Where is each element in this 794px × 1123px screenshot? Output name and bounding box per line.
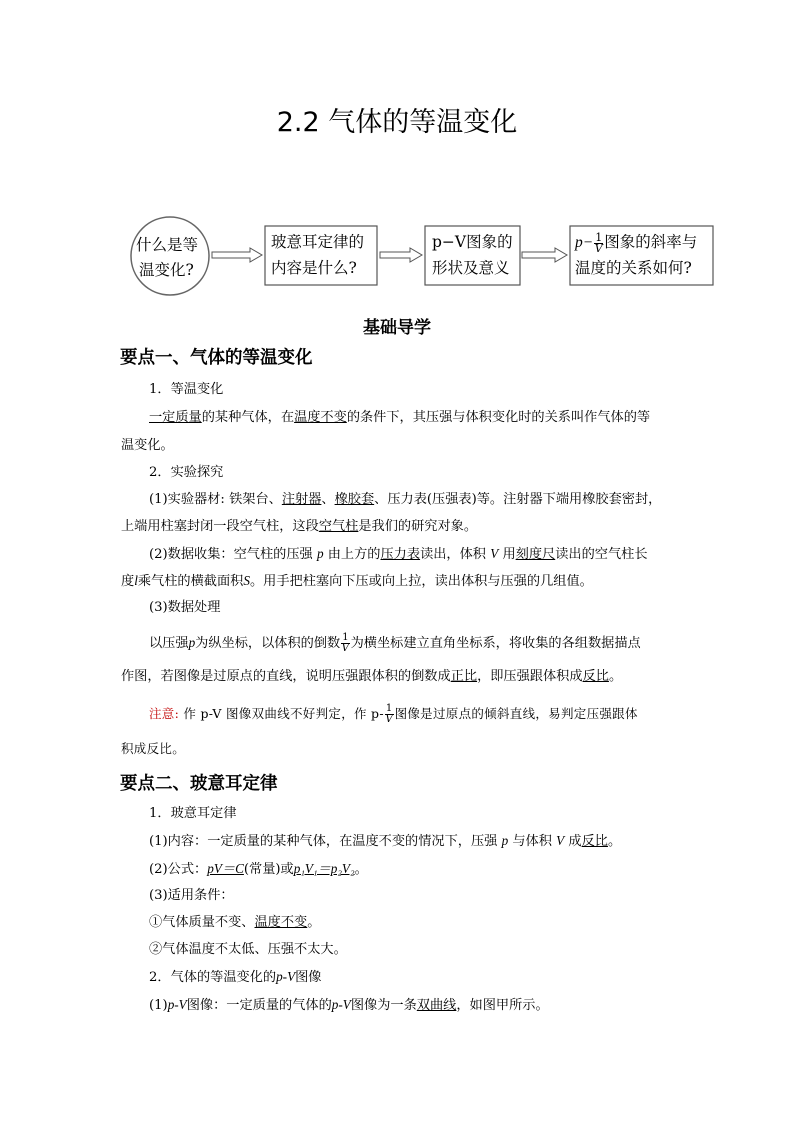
point1-processing-line2: 作图，若图像是过原点的直线，说明压强跟体积的倒数成正比，即压强跟体积成反比。 — [121, 669, 623, 684]
point1-processing-label: (3)数据处理 — [149, 600, 221, 615]
point2-graph-line: (1)p-V图像：一定质量的气体的p-V图像为一条双曲线，如图甲所示。 — [149, 997, 549, 1013]
point2-content: (1)内容：一定质量的某种气体，在温度不变的情况下，压强 p 与体积 V 成反比。 — [149, 833, 622, 849]
point1-equipment-line2: 上端用柱塞封闭一段空气柱，这段空气柱是我们的研究对象。 — [121, 519, 478, 534]
point2-sub1: 1．玻意耳定律 — [149, 806, 237, 821]
flow-box-2-line-2: 形状及意义 — [432, 259, 510, 277]
flow-box-3-line-2: 温度的关系如何? — [575, 259, 692, 277]
point1-heading: 要点一、气体的等温变化 — [120, 348, 313, 368]
point2-sub2: 2．气体的等温变化的p-V图像 — [149, 969, 322, 985]
point1-note-line2: 积成反比。 — [121, 741, 186, 756]
flow-arrow-2 — [380, 248, 422, 262]
point2-conditions: (3)适用条件： — [149, 888, 234, 903]
page-title: 2.2 气体的等温变化 — [276, 107, 518, 138]
point2-formula: (2)公式：pV＝C(常量)或p₁V₁＝p₂V₂。 — [149, 861, 368, 877]
point1-equipment-line1: (1)实验器材: 铁架台、注射器、橡胶套、压力表(压强表)等。注射器下端用橡胶套密封， — [149, 492, 662, 507]
point1-sub1: 1．等温变化 — [149, 382, 224, 397]
point2-condition-1: ①气体质量不变、温度不变。 — [149, 915, 321, 930]
flow-circle-line-2: 温变化? — [139, 261, 194, 279]
point1-definition-line1: 一定质量的某种气体，在温度不变的条件下，其压强与体积变化时的关系叫作气体的等 — [149, 410, 651, 425]
flow-circle-line-1: 什么是等 — [136, 236, 199, 254]
section-title: 基础导学 — [363, 318, 431, 338]
point1-collection-line2: 度l乘气柱的横截面积S。用手把柱塞向下压或向上拉，读出体积与压强的几组值。 — [121, 573, 593, 589]
point1-collection-line1: (2)数据收集：空气柱的压强 p 由上方的压力表读出，体积 V 用刻度尺读出的空气柱长 — [149, 546, 648, 562]
flow-box-1-line-2: 内容是什么? — [271, 259, 357, 277]
point1-note-line1: 注意: 作 p-V 图像双曲线不好判定，作 p- $\frac{1}{V}$ 图像是过原点的倾斜直线，易判定压强跟体 — [149, 703, 638, 725]
flow-arrow-1 — [212, 248, 262, 262]
point2-condition-2: ②气体温度不太低、压强不太大。 — [149, 942, 347, 957]
flow-box-2-line-1: p−V图象的 — [432, 233, 513, 251]
point1-sub2: 2．实验探究 — [149, 465, 224, 480]
flow-box-1-line-1: 玻意耳定律的 — [271, 233, 365, 251]
point2-heading: 要点二、玻意耳定律 — [120, 774, 278, 794]
point1-processing-line1: 以压强p为纵坐标，以体积的倒数 $\frac{1}{V}$ 为横坐标建立直角坐标系，将收集的各组数据描点 — [149, 632, 641, 654]
flow-arrow-3 — [522, 248, 567, 262]
flow-box-3-line-1: p− $\frac{1}{V}$ 图象的斜率与 — [575, 230, 698, 255]
point1-definition-line2: 温变化。 — [121, 438, 174, 453]
